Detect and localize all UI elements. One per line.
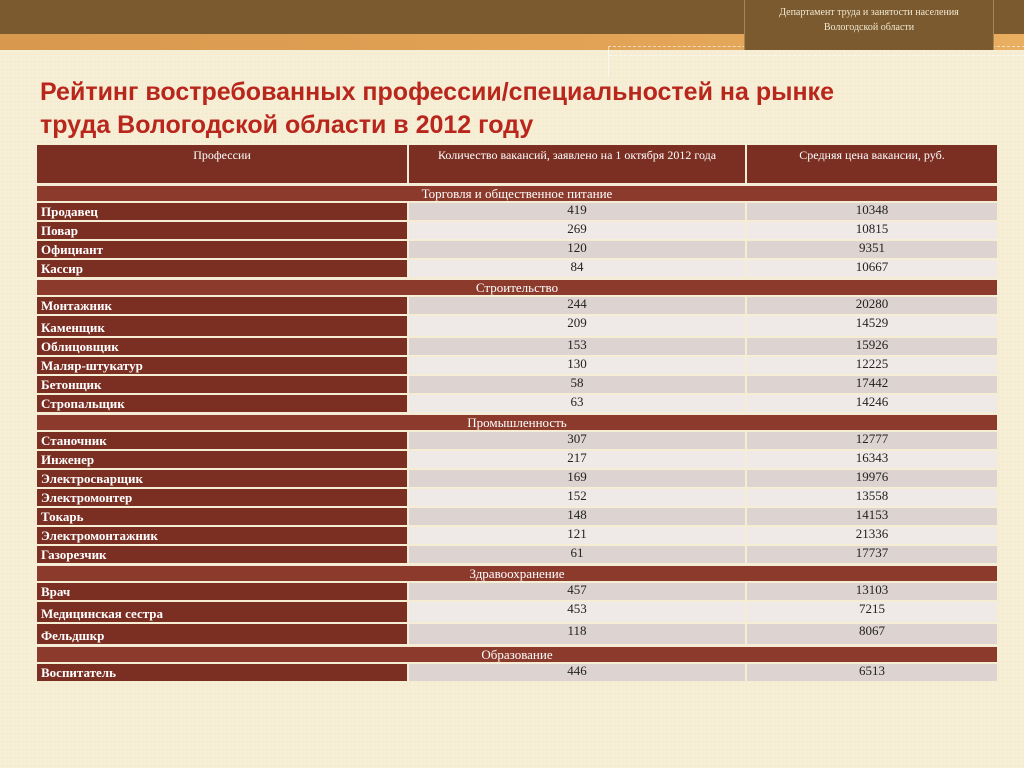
table-row bbox=[37, 508, 997, 525]
section-header: Строительство bbox=[37, 279, 997, 295]
table-row bbox=[37, 602, 997, 622]
column-header-vacancies: Количество вакансий, заявлено на 1 октября 2012 года bbox=[409, 145, 745, 183]
vacancies-cell: 118 bbox=[409, 624, 745, 644]
profession-cell: Воспитатель bbox=[37, 664, 407, 681]
section-row bbox=[37, 414, 997, 430]
vacancies-cell: 61 bbox=[409, 546, 745, 563]
price-cell: 20280 bbox=[747, 297, 997, 314]
section-header: Образование bbox=[37, 646, 997, 662]
price-cell: 9351 bbox=[747, 241, 997, 258]
table-row bbox=[37, 664, 997, 681]
profession-cell: Маляр-штукатур bbox=[37, 357, 407, 374]
profession-cell: Фельдшкр bbox=[37, 624, 407, 644]
price-cell: 6513 bbox=[747, 664, 997, 681]
vacancies-cell: 58 bbox=[409, 376, 745, 393]
vacancies-cell: 244 bbox=[409, 297, 745, 314]
table-header-row bbox=[37, 145, 997, 183]
profession-cell: Монтажник bbox=[37, 297, 407, 314]
price-cell: 12225 bbox=[747, 357, 997, 374]
vacancies-cell: 121 bbox=[409, 527, 745, 544]
price-cell: 13558 bbox=[747, 489, 997, 506]
table-row bbox=[37, 432, 997, 449]
profession-cell: Инженер bbox=[37, 451, 407, 468]
vacancies-cell: 419 bbox=[409, 203, 745, 220]
vacancies-cell: 453 bbox=[409, 602, 745, 622]
table-row bbox=[37, 316, 997, 336]
vacancies-cell: 446 bbox=[409, 664, 745, 681]
table-row bbox=[37, 451, 997, 468]
vacancies-cell: 148 bbox=[409, 508, 745, 525]
department-box bbox=[744, 0, 994, 50]
price-cell: 13103 bbox=[747, 583, 997, 600]
price-cell: 14246 bbox=[747, 395, 997, 412]
column-header-price: Средняя цена вакансии, руб. bbox=[747, 145, 997, 183]
profession-cell: Станочник bbox=[37, 432, 407, 449]
price-cell: 19976 bbox=[747, 470, 997, 487]
table-row bbox=[37, 376, 997, 393]
profession-cell: Электромонтажник bbox=[37, 527, 407, 544]
price-cell: 10348 bbox=[747, 203, 997, 220]
price-cell: 12777 bbox=[747, 432, 997, 449]
table-row bbox=[37, 583, 997, 600]
table-body bbox=[37, 185, 997, 681]
section-row bbox=[37, 646, 997, 662]
title-line-1: Рейтинг востребованных профессии/специальностей на рынке bbox=[40, 78, 834, 106]
profession-cell: Токарь bbox=[37, 508, 407, 525]
table-row bbox=[37, 357, 997, 374]
profession-cell: Официант bbox=[37, 241, 407, 258]
profession-cell: Кассир bbox=[37, 260, 407, 277]
table-row bbox=[37, 260, 997, 277]
price-cell: 17737 bbox=[747, 546, 997, 563]
vacancies-cell: 269 bbox=[409, 222, 745, 239]
table-row bbox=[37, 241, 997, 258]
vacancies-cell: 217 bbox=[409, 451, 745, 468]
profession-cell: Электромонтер bbox=[37, 489, 407, 506]
vacancies-cell: 307 bbox=[409, 432, 745, 449]
table-row bbox=[37, 297, 997, 314]
profession-cell: Повар bbox=[37, 222, 407, 239]
professions-table bbox=[35, 143, 999, 683]
vacancies-cell: 84 bbox=[409, 260, 745, 277]
profession-cell: Медицинская сестра bbox=[37, 602, 407, 622]
profession-cell: Газорезчик bbox=[37, 546, 407, 563]
price-cell: 8067 bbox=[747, 624, 997, 644]
price-cell: 10667 bbox=[747, 260, 997, 277]
price-cell: 21336 bbox=[747, 527, 997, 544]
price-cell: 14153 bbox=[747, 508, 997, 525]
table-row bbox=[37, 203, 997, 220]
price-cell: 15926 bbox=[747, 338, 997, 355]
section-row bbox=[37, 185, 997, 201]
section-row bbox=[37, 565, 997, 581]
decorative-lines bbox=[608, 46, 1024, 77]
table-row bbox=[37, 222, 997, 239]
section-row bbox=[37, 279, 997, 295]
profession-cell: Стропальщик bbox=[37, 395, 407, 412]
table-row bbox=[37, 546, 997, 563]
section-header: Здравоохранение bbox=[37, 565, 997, 581]
department-line-2: Вологодской области bbox=[823, 22, 915, 33]
table-row bbox=[37, 338, 997, 355]
profession-cell: Электросварщик bbox=[37, 470, 407, 487]
profession-cell: Продавец bbox=[37, 203, 407, 220]
vacancies-cell: 130 bbox=[409, 357, 745, 374]
table-row bbox=[37, 527, 997, 544]
table-row bbox=[37, 395, 997, 412]
vacancies-cell: 63 bbox=[409, 395, 745, 412]
table-row bbox=[37, 624, 997, 644]
price-cell: 10815 bbox=[747, 222, 997, 239]
section-header: Промышленность bbox=[37, 414, 997, 430]
profession-cell: Облицовщик bbox=[37, 338, 407, 355]
vacancies-cell: 120 bbox=[409, 241, 745, 258]
vacancies-cell: 152 bbox=[409, 489, 745, 506]
price-cell: 7215 bbox=[747, 602, 997, 622]
vacancies-cell: 209 bbox=[409, 316, 745, 336]
vacancies-cell: 153 bbox=[409, 338, 745, 355]
page-title bbox=[40, 76, 1000, 142]
vacancies-cell: 169 bbox=[409, 470, 745, 487]
vacancies-cell: 457 bbox=[409, 583, 745, 600]
profession-cell: Каменщик bbox=[37, 316, 407, 336]
section-header: Торговля и общественное питание bbox=[37, 185, 997, 201]
department-line-1: Департамент труда и занятости населения bbox=[779, 7, 959, 18]
table-row bbox=[37, 470, 997, 487]
price-cell: 17442 bbox=[747, 376, 997, 393]
profession-cell: Бетонщик bbox=[37, 376, 407, 393]
table-row bbox=[37, 489, 997, 506]
profession-cell: Врач bbox=[37, 583, 407, 600]
price-cell: 16343 bbox=[747, 451, 997, 468]
title-line-2: труда Вологодской области в 2012 году bbox=[40, 111, 534, 139]
column-header-profession: Профессии bbox=[37, 145, 407, 183]
price-cell: 14529 bbox=[747, 316, 997, 336]
